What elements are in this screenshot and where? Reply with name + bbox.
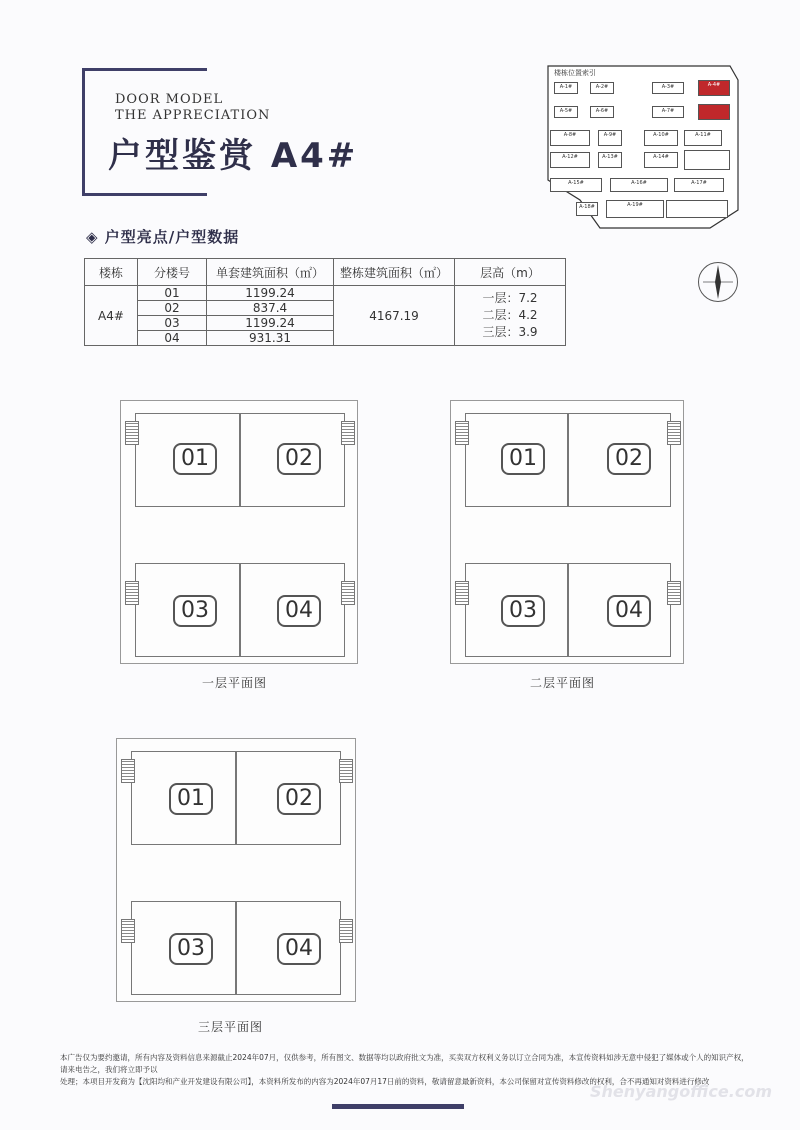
minimap-building: A-13# [598,152,622,168]
minimap-building: A-3# [652,82,684,94]
minimap-building: A-19# [606,200,664,218]
unit-label-04: 04 [607,595,651,627]
table-header: 单套建筑面积（㎡） [207,259,334,286]
minimap-building: A-16# [610,178,668,192]
table-cell: 02 [138,301,207,316]
minimap-building: A-5# [554,106,578,118]
table-header: 楼栋 [85,259,138,286]
floor-height-cell [455,286,566,346]
unit-label-03: 03 [169,933,213,965]
stair-icon [121,759,135,783]
minimap-building: A-17# [674,178,724,192]
table-cell: 03 [138,316,207,331]
floor-plan-3-caption: 三层平面图 [198,1020,264,1034]
minimap-building: A-7# [652,106,684,118]
stair-icon [455,581,469,605]
floor-plan-2-caption: 二层平面图 [530,676,596,690]
section-title-text: 户型亮点/户型数据 [104,228,240,246]
unit-label-02: 02 [607,443,651,475]
minimap-building: A-2# [590,82,614,94]
minimap-building: A-11# [684,130,722,146]
stair-icon [339,919,353,943]
minimap-building: A-12# [550,152,590,168]
disclaimer-line: 处理；本项目开发商为【沈阳均和产业开发建设有限公司】，本资料所发布的内容为2024年07月17日前的资料，敬请留意最新资料，本公司保留对宣传资料修改的权利，合不再通知对资料进行修改 [60,1077,710,1086]
stair-icon [341,581,355,605]
floor-plan-2 [450,400,684,664]
stair-icon [121,919,135,943]
building-cell: A4# [85,286,138,346]
minimap-building: A-14# [644,152,678,168]
floor-plan-1-caption: 一层平面图 [202,676,268,690]
disclaimer-line: 本广告仅为要约邀请，所有内容及资料信息来源截止2024年07月，仅供参考，所有图文、数据等均以政府批文为准，买卖双方权利义务以订立合同为准，本宣传资料如涉无意中侵犯了媒体或个人的知识产权，请来电告之，我们将立即予以 [60,1053,749,1074]
unit-label-01: 01 [173,443,217,475]
minimap-block [666,200,728,218]
unit-label-04: 04 [277,595,321,627]
floor-plan-1 [120,400,358,664]
table-header: 层高（m） [455,259,566,286]
building-location-index [540,60,750,232]
stair-icon [125,421,139,445]
minimap-building: A-1# [554,82,578,94]
minimap-building: A-8# [550,130,590,146]
diamond-icon: ◈ [86,228,99,246]
floor-height: 二层：4.2 [482,308,538,322]
table-cell: 837.4 [207,301,334,316]
unit-label-01: 01 [501,443,545,475]
minimap-block [684,150,730,170]
unit-label-04: 04 [277,933,321,965]
unit-label-02: 02 [277,783,321,815]
minimap-building: A-9# [598,130,622,146]
floor-height: 一层：7.2 [482,291,538,305]
compass-needle-icon [699,263,737,301]
section-title [86,226,239,247]
minimap-title: 楼栋位置索引 [554,69,596,77]
minimap-building: A-18# [576,202,598,216]
table-cell: 931.31 [207,331,334,346]
english-title-line1: DOOR MODEL [115,92,224,107]
page-title: 户型鉴赏 A4# [108,136,359,176]
minimap-building-highlight-block [698,104,730,120]
stair-icon [339,759,353,783]
stair-icon [667,421,681,445]
unit-data-table [84,258,566,346]
stair-icon [341,421,355,445]
table-cell: 1199.24 [207,286,334,301]
stair-icon [455,421,469,445]
table-header: 分楼号 [138,259,207,286]
total-area-cell: 4167.19 [334,286,455,346]
table-cell: 1199.24 [207,316,334,331]
table-header: 整栋建筑面积（㎡） [334,259,455,286]
minimap-building: A-6# [590,106,614,118]
unit-label-02: 02 [277,443,321,475]
floor-plan-3 [116,738,356,1002]
minimap-building-highlight: A-4# [698,80,730,96]
unit-label-03: 03 [501,595,545,627]
minimap-building: A-10# [644,130,678,146]
stair-icon [125,581,139,605]
table-cell: 04 [138,331,207,346]
unit-label-01: 01 [169,783,213,815]
floor-height: 三层：3.9 [482,325,538,339]
table-cell: 01 [138,286,207,301]
english-title-line2: THE APPRECIATION [115,108,271,123]
watermark: Shenyangoffice.com [590,1082,772,1101]
minimap-building: A-15# [550,178,602,192]
stair-icon [667,581,681,605]
north-arrow-icon [698,262,738,302]
unit-label-03: 03 [173,595,217,627]
bottom-accent-bar [332,1104,464,1109]
